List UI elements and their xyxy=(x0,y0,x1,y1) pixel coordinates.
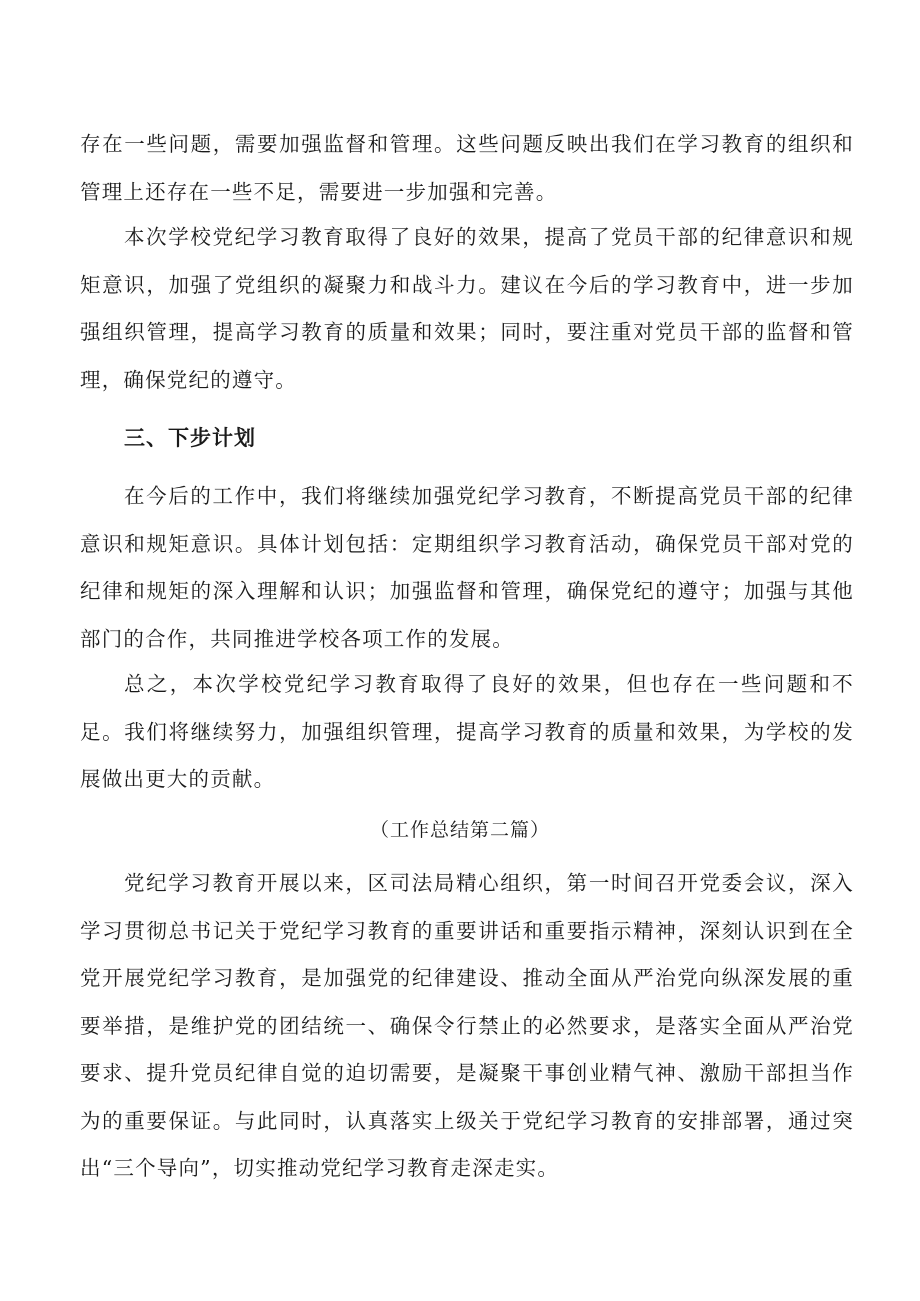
body-paragraph: 本次学校党纪学习教育取得了良好的效果，提高了党员干部的纪律意识和规矩意识，加强了党组织的凝聚力和战斗力。建议在今后的学习教育中，进一步加强组织管理，提高学习教育的质量和效果；同时，要注重对党员干部的监督和管理，确保党纪的遵守。 xyxy=(80,225,854,392)
document-subtitle: （工作总结第二篇） xyxy=(369,819,550,841)
body-paragraph: 在今后的工作中，我们将继续加强党纪学习教育，不断提高党员干部的纪律意识和规矩意识。具体计划包括：定期组织学习教育活动，确保党员干部对党的纪律和规矩的深入理解和认识；加强监督和管理，确保党纪的遵守；加强与其他部门的合作，共同推进学校各项工作的发展。 xyxy=(80,484,854,651)
section-heading: 三、下步计划 xyxy=(124,426,256,450)
body-paragraph: 总之，本次学校党纪学习教育取得了良好的效果，但也存在一些问题和不足。我们将继续努力，加强组织管理，提高学习教育的质量和效果，为学校的发展做出更大的贡献。 xyxy=(80,672,854,791)
body-paragraph: 存在一些问题，需要加强监督和管理。这些问题反映出我们在学习教育的组织和管理上还存在一些不足，需要进一步加强和完善。 xyxy=(80,132,854,204)
body-paragraph: 党纪学习教育开展以来，区司法局精心组织，第一时间召开党委会议，深入学习贯彻总书记关于党纪学习教育的重要讲话和重要指示精神，深刻认识到在全党开展党纪学习教育，是加强党的纪律建设、推动全面从严治党向纵深发展的重要举措，是维护党的团结统一、确保令行禁止的必然要求，是落实全面从严治党要求、提升党员纪律自觉的迫切需要，是凝聚干事创业精气神、激励干部担当作为的重要保证。与此同时，认真落实上级关于党纪学习教育的安排部署，通过突出“三个导向”，切实推动党纪学习教育走深走实。 xyxy=(80,871,854,1180)
